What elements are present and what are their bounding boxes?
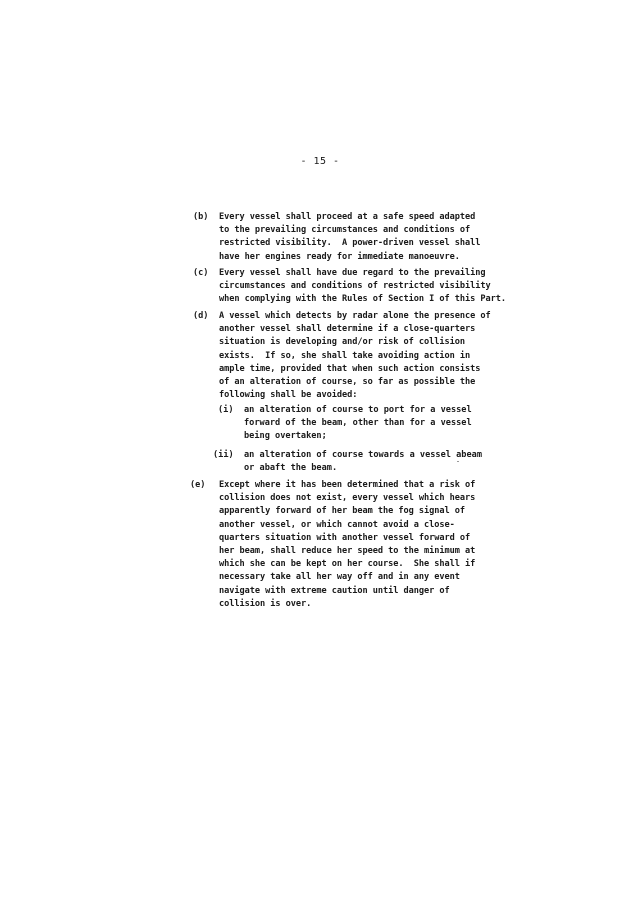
paragraph-line: Every vessel shall proceed at a safe speed adapted — [219, 212, 476, 222]
paragraph-line: collision is over. — [219, 598, 312, 609]
subitem-line: or abaft the beam. — [244, 463, 338, 474]
paragraph-line: which she can be kept on her course. She shall if — [219, 559, 476, 570]
paragraph-line: collision does not exist, every vessel which hears — [219, 493, 476, 504]
paragraph-line: apparently forward of her beam the fog signal of — [219, 506, 465, 517]
paragraph-line: another vessel shall determine if a close-quarters — [219, 324, 476, 335]
paragraph-line: to the prevailing circumstances and conditions of — [219, 225, 471, 236]
paragraph-line: exists. If so, she shall take avoiding action in — [219, 350, 471, 361]
subitem-line: an alteration of course to port for a vessel — [244, 405, 472, 415]
subitem-line: an alteration of course towards a vessel abeam — [244, 450, 482, 460]
paragraph-line: navigate with extreme caution until danger of — [219, 585, 450, 596]
subitem-label-ii: (ii) — [213, 450, 234, 460]
paragraph-line: situation is developing and/or risk of collision — [219, 337, 465, 348]
paragraph-label-e: (e) — [190, 480, 206, 490]
paragraph-line: have her engines ready for immediate manoeuvre. — [219, 251, 460, 262]
paragraph-line: of an alteration of course, so far as possible the — [219, 377, 476, 388]
paragraph-label-d: (d) — [193, 311, 209, 321]
paragraph-line: A vessel which detects by radar alone the presence of — [219, 311, 491, 321]
paragraph-c — [193, 267, 506, 307]
paragraph-line: ample time, provided that when such action consists — [219, 363, 481, 374]
paragraph-line: Except where it has been determined that a risk of — [219, 480, 476, 490]
scan-speck — [457, 461, 459, 462]
subitem-line: being overtaken; — [244, 431, 327, 442]
paragraph-line: following shall be avoided: — [219, 390, 358, 401]
paragraph-label-c: (c) — [193, 268, 209, 278]
paragraph-line: another vessel, or which cannot avoid a close- — [219, 519, 455, 530]
paragraph-line: restricted visibility. A power-driven vessel shall — [219, 238, 481, 249]
paragraph-line: necessary take all her way off and in any event — [219, 572, 460, 583]
paragraph-line: quarters situation with another vessel forward of — [219, 532, 471, 543]
paragraph-label-b: (b) — [193, 212, 209, 222]
subitem-line: forward of the beam, other than for a vessel — [244, 418, 472, 429]
paragraph-d — [193, 310, 491, 402]
paragraph-line: circumstances and conditions of restricted visibility — [219, 281, 491, 292]
page-number: - 15 - — [300, 156, 340, 167]
paragraph-line: when complying with the Rules of Section I of this Part. — [219, 294, 506, 305]
subitem-label-i: (i) — [218, 405, 234, 415]
paragraph-b — [193, 211, 480, 264]
paragraph-line: her beam, shall reduce her speed to the minimum at — [219, 546, 476, 557]
paragraph-e — [190, 479, 475, 611]
paragraph-line: Every vessel shall have due regard to the prevailing — [219, 268, 486, 278]
